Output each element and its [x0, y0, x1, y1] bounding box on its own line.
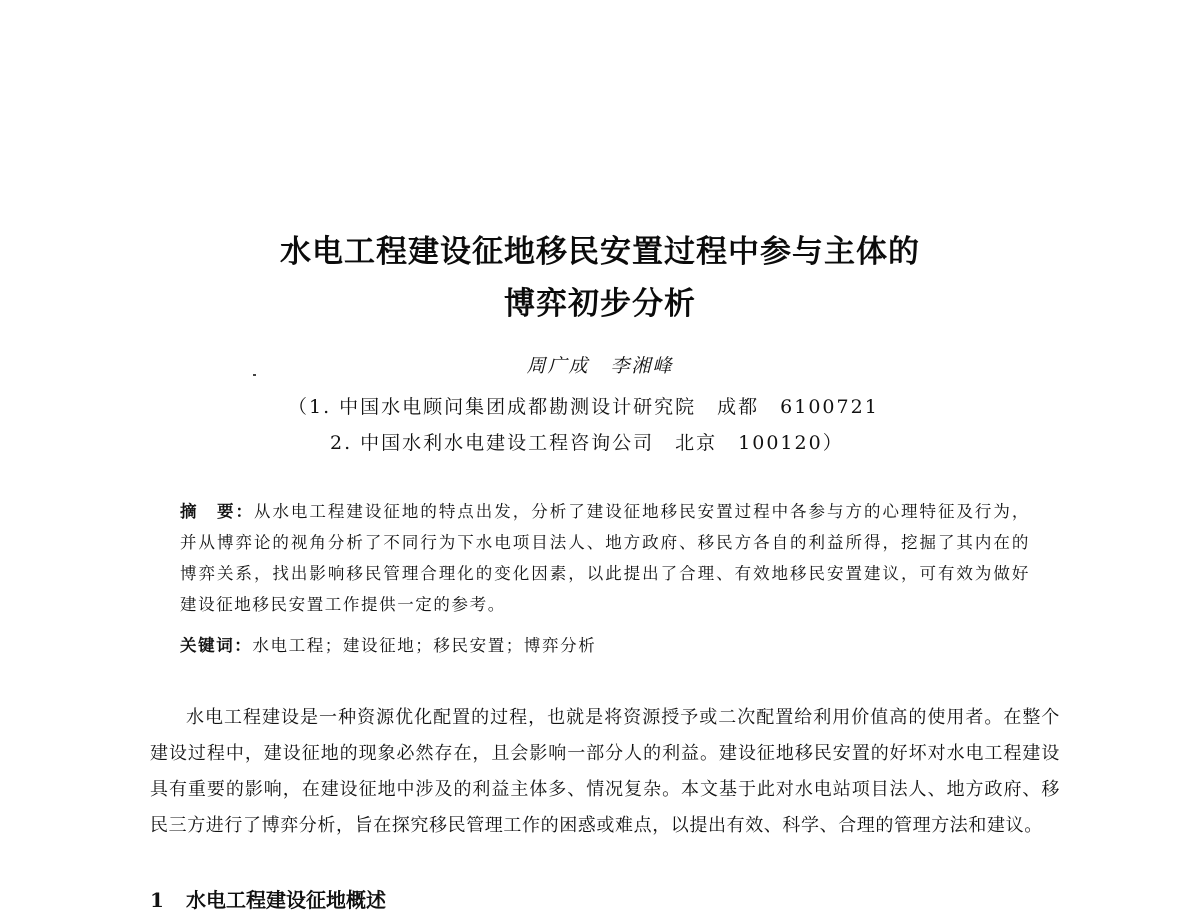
- affiliation-2: 2. 中国水利水电建设工程咨询公司 北京 100120）: [330, 432, 844, 454]
- paper-title-line-2: 博弈初步分析: [504, 286, 696, 322]
- scan-speck: [253, 374, 256, 376]
- keywords-block: [180, 632, 596, 656]
- affiliation-1: （1. 中国水电顾问集团成都勘测设计研究院 成都 6100721: [288, 396, 879, 418]
- intro-paragraph: 水电工程建设是一种资源优化配置的过程，也就是将资源授予或二次配置给利用价值高的使用者。在整个建设过程中，建设征地的现象必然存在，且会影响一部分人的利益。建设征地移民安置的好坏对水电工程建设具有重要的影响，在建设征地中涉及的利益主体多、情况复杂。本文基于此对水电站项目法人、地方政府、移民三方进行了博弈分析，旨在探究移民管理工作的困惑或难点，以提出有效、科学、合理的管理方法和建议。: [150, 707, 1060, 836]
- abstract-text: 从水电工程建设征地的特点出发，分析了建设征地移民安置过程中各参与方的心理特征及行为，并从博弈论的视角分析了不同行为下水电项目法人、地方政府、移民方各自的利益所得，挖掘了其内在的博弈关系，找出影响移民管理合理化的变化因素，以此提出了合理、有效地移民安置建议，可有效为做好建设征地移民安置工作提供一定的参考。: [180, 502, 1030, 614]
- section-title: 水电工程建设征地概述: [186, 888, 386, 912]
- section-number: 1: [150, 888, 164, 912]
- abstract-block: [180, 496, 1030, 620]
- author-list: 周广成 李湘峰: [526, 355, 674, 377]
- keywords-label: 关键词：: [180, 636, 253, 655]
- abstract-label: 摘 要：: [180, 502, 254, 521]
- paper-title-line-1: 水电工程建设征地移民安置过程中参与主体的: [280, 234, 920, 270]
- section-heading-1: [150, 884, 386, 913]
- keywords-text: 水电工程；建设征地；移民安置；博弈分析: [252, 636, 597, 655]
